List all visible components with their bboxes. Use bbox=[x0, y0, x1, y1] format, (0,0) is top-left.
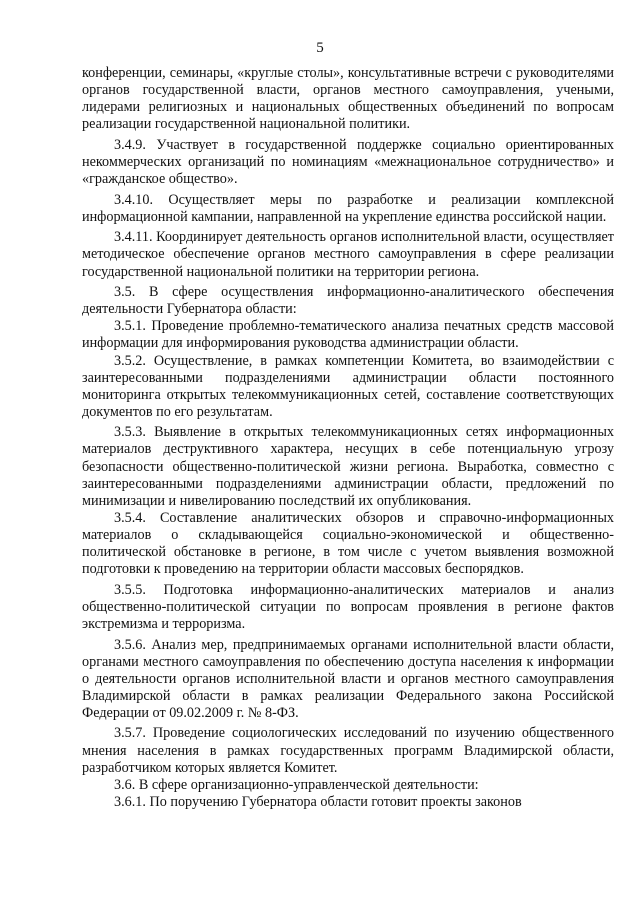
paragraph-3-4-9: 3.4.9. Участвует в государственной поддержке социально ориентированных некоммерческих организаций по номинациям «межнациональное сотрудничество» и «гражданское общество». bbox=[82, 136, 614, 188]
document-body bbox=[82, 65, 614, 811]
paragraph-3-5-3: 3.5.3. Выявление в открытых телекоммуникационных сетях информационных материалов деструктивного характера, несущих в себе потенциальную угрозу безопасности общественно-политической жизни региона. Выработка, совместно с заинтересованными подразделениями администрации области, предложений по минимизации и нивелированию последствий их опубликования. bbox=[82, 424, 614, 509]
paragraph-3-5-5: 3.5.5. Подготовка информационно-аналитических материалов и анализ общественно-политической ситуации по вопросам проявления в регионе фактов экстремизма и терроризма. bbox=[82, 581, 614, 632]
paragraph-3-5-7: 3.5.7. Проведение социологических исследований по изучению общественного мнения населения в рамках государственных программ Владимирской области, разработчиком которых является Комитет. bbox=[82, 725, 614, 776]
paragraph-3-5-6: 3.5.6. Анализ мер, предпринимаемых органами исполнительной власти области, органами местного самоуправления по обеспечению доступа населения к информации о деятельности органов исполнительной власти и органов местного самоуправления Владимирской области в рамках реализации Федерального закона Российской Федерации от 09.02.2009 г. № 8-ФЗ. bbox=[82, 636, 614, 721]
paragraph-3-4-11: 3.4.11. Координирует деятельность органов исполнительной власти, осуществляет методическое обеспечение органов местного самоуправления в сфере реализации государственной национальной политики на территории региона. bbox=[82, 229, 614, 280]
paragraph-3-5-4: 3.5.4. Составление аналитических обзоров и справочно-информационных материалов о складывающейся социально-экономической и общественно-политической обстановке в регионе, в том числе с учетом выявления возможной подготовки к проведению на территории области массовых беспорядков. bbox=[82, 509, 614, 578]
paragraph-3-5-1: 3.5.1. Проведение проблемно-тематического анализа печатных средств массовой информации для информирования руководства администрации области. bbox=[82, 318, 614, 352]
paragraph-continuation: конференции, семинары, «круглые столы», консультативные встречи с руководителями органов государственной власти, органов местного самоуправления, учеными, лидерами религиозных и национальных общественных объединений по вопросам реализации государственной национальной политики. bbox=[82, 65, 614, 133]
paragraph-3-5-2: 3.5.2. Осуществление, в рамках компетенции Комитета, во взаимодействии с заинтересованными подразделениями администрации области постоянного мониторинга открытых телекоммуникационных сетей, составление соответствующих документов по его результатам. bbox=[82, 352, 614, 420]
page-number: 5 bbox=[316, 40, 324, 56]
paragraph-3-5: 3.5. В сфере осуществления информационно-аналитического обеспечения деятельности Губернатора области: bbox=[82, 284, 614, 318]
paragraph-3-4-10: 3.4.10. Осуществляет меры по разработке и реализации комплексной информационной кампании, направленной на укрепление единства российской нации. bbox=[82, 191, 614, 225]
paragraph-3-6: 3.6. В сфере организационно-управленческой деятельности: bbox=[114, 776, 479, 793]
paragraph-3-6-1: 3.6.1. По поручению Губернатора области готовит проекты законов bbox=[114, 793, 522, 810]
